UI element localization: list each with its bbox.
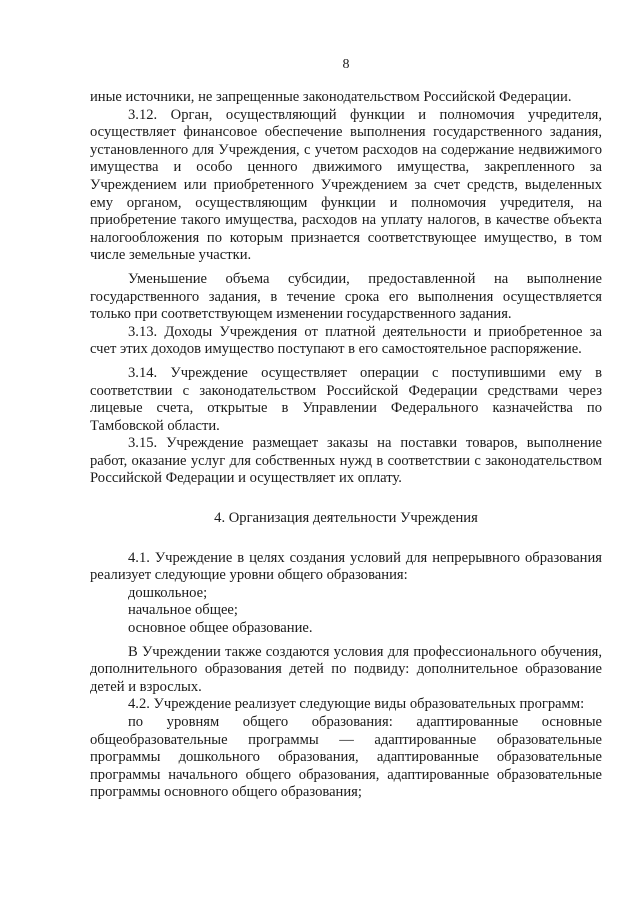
- paragraph-additional-conditions: В Учреждении также создаются условия для профессионального обучения, дополнительного образования детей по подвиду: дополнительное образование детей и взрослых.: [90, 643, 602, 695]
- paragraph-3-14: 3.14. Учреждение осуществляет операции с поступившими ему в соответствии с законодательством Российской Федерации средствами через лицевые счета, открытые в Управлении Федерального казначейства по Тамбовской области.: [90, 364, 602, 434]
- paragraph-continuation: иные источники, не запрещенные законодательством Российской Федерации.: [90, 89, 572, 105]
- paragraph-3-12: 3.12. Орган, осуществляющий функции и полномочия учредителя, осуществляет финансовое обеспечение выполнения государственного задания, установленного для Учреждения, с учетом расходов на содержание недвижимого имущества и особо ценного движимого имущества, закрепленного за Учреждением или приобретенного Учреждением за счет средств, выделенных ему органом, осуществляющим функции и полномочия учредителя, на приобретение такого имущества, расходов на уплату налогов, в качестве объекта налогообложения по которым признается соответствующее имущество, в том числе земельные участки.: [90, 106, 602, 264]
- section-title: 4. Организация деятельности Учреждения: [214, 510, 478, 527]
- page-number: 8: [342, 57, 350, 72]
- paragraph-program-levels: по уровням общего образования: адаптированные основные общеобразовательные программы — адаптированные образовательные программы дошкольного образования, адаптированные образовательные программы начального общего образования, адаптированные образовательные программы основного общего образования;: [90, 714, 602, 801]
- paragraph-3-15: 3.15. Учреждение размещает заказы на поставки товаров, выполнение работ, оказание услуг для собственных нужд в соответствии с законодательством Российской Федерации и осуществляет их оплату.: [90, 435, 602, 487]
- list-item: основное общее образование.: [128, 620, 313, 637]
- list-item: начальное общее;: [128, 602, 238, 619]
- list-item: дошкольное;: [128, 584, 208, 601]
- paragraph-3-13: 3.13. Доходы Учреждения от платной деятельности и приобретенное за счет этих доходов имущество поступают в его самостоятельное распоряжение.: [90, 323, 602, 358]
- paragraph-4-1: 4.1. Учреждение в целях создания условий для непрерывного образования реализует следующие уровни общего образования:: [90, 549, 602, 584]
- paragraph-subsidy-reduction: Уменьшение объема субсидии, предоставленной на выполнение государственного задания, в течение срока его выполнения осуществляется только при соответствующем изменении государственного задания.: [90, 270, 602, 323]
- document-body: [90, 89, 602, 802]
- paragraph-4-2: 4.2. Учреждение реализует следующие виды образовательных программ:: [128, 696, 585, 713]
